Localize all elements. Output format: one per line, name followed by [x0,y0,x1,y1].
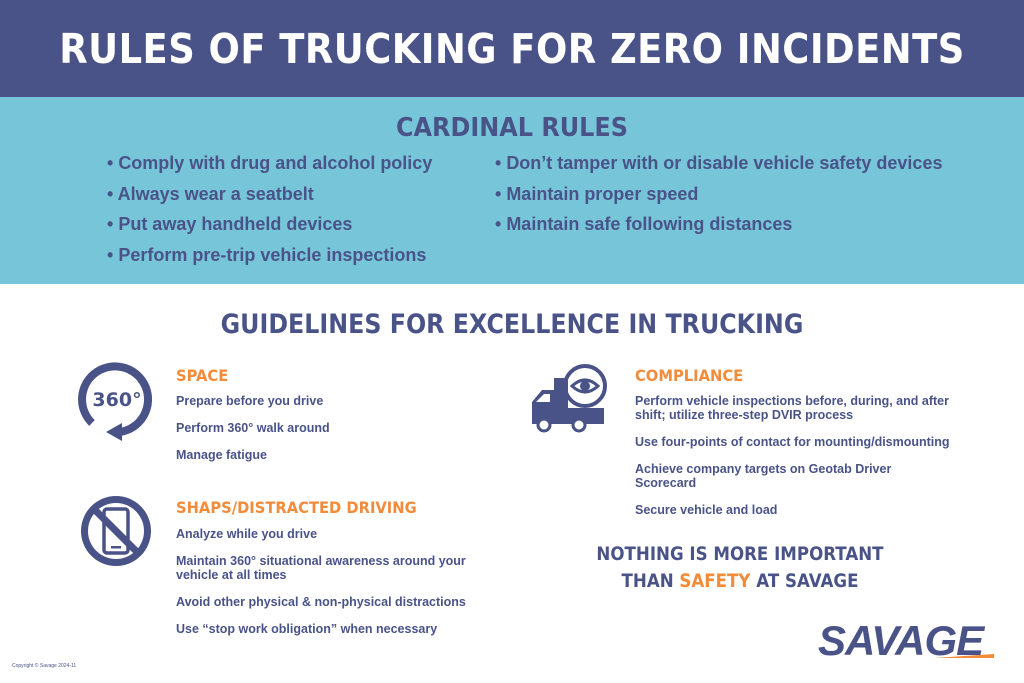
space-item: Prepare before you drive [176,394,324,408]
safety-line-1: NOTHING IS MORE IMPORTANT [596,544,884,565]
360-label: 360° [92,389,142,411]
cardinal-rule: • Comply with drug and alcohol policy [107,153,432,184]
cardinal-rule: • Put away handheld devices [107,214,432,245]
shaps-title: SHAPS/DISTRACTED DRIVING [176,498,417,517]
cardinal-rule: • Don’t tamper with or disable vehicle safety devices [495,153,942,184]
space-title: SPACE [176,366,229,385]
compliance-item: Achieve company targets on Geotab Driver Scorecard [635,462,892,490]
cardinal-rules-section [0,97,1024,284]
savage-logo [816,618,996,662]
no-phone-icon [78,493,154,569]
cardinal-rule: • Maintain safe following distances [495,214,942,245]
cardinal-rules-title: CARDINAL RULES [395,113,628,143]
cardinal-rules-left-list [107,153,432,275]
svg-text:SAVAGE: SAVAGE [818,618,984,662]
shaps-item: Avoid other physical & non-physical distractions [176,595,466,609]
360-rotation-icon [78,361,154,441]
cardinal-rules-right-list [495,153,942,245]
header-banner [0,0,1024,97]
shaps-item: Analyze while you drive [176,527,318,541]
compliance-item: Secure vehicle and load [635,503,778,517]
safety-message [570,541,910,595]
compliance-list [635,394,955,530]
guidelines-title: GUIDELINES FOR EXCELLENCE IN TRUCKING [220,309,804,340]
cardinal-rule: • Always wear a seatbelt [107,184,432,215]
compliance-title: COMPLIANCE [635,366,744,385]
compliance-item: Use four-points of contact for mounting/dismounting [635,435,950,449]
copyright-text: Copyright © Savage 2024-11 [12,663,77,669]
cardinal-rule: • Perform pre-trip vehicle inspections [107,245,432,276]
safety-highlight: SAFETY [679,571,751,592]
shaps-item: Maintain 360° situational awareness around your vehicle at all times [176,554,466,582]
page-title: RULES OF TRUCKING FOR ZERO INCIDENTS [59,24,965,73]
cardinal-rule: • Maintain proper speed [495,184,942,215]
space-list [176,394,476,475]
shaps-list [176,527,476,649]
truck-inspection-eye-icon [528,362,610,434]
space-item: Manage fatigue [176,448,267,462]
safety-line-2: THAN SAFETY AT SAVAGE [621,571,859,592]
shaps-item: Use “stop work obligation” when necessary [176,622,438,636]
space-item: Perform 360° walk around [176,421,330,435]
compliance-item: Perform vehicle inspections before, during, and after shift; utilize three-step DVIR process [635,394,949,422]
